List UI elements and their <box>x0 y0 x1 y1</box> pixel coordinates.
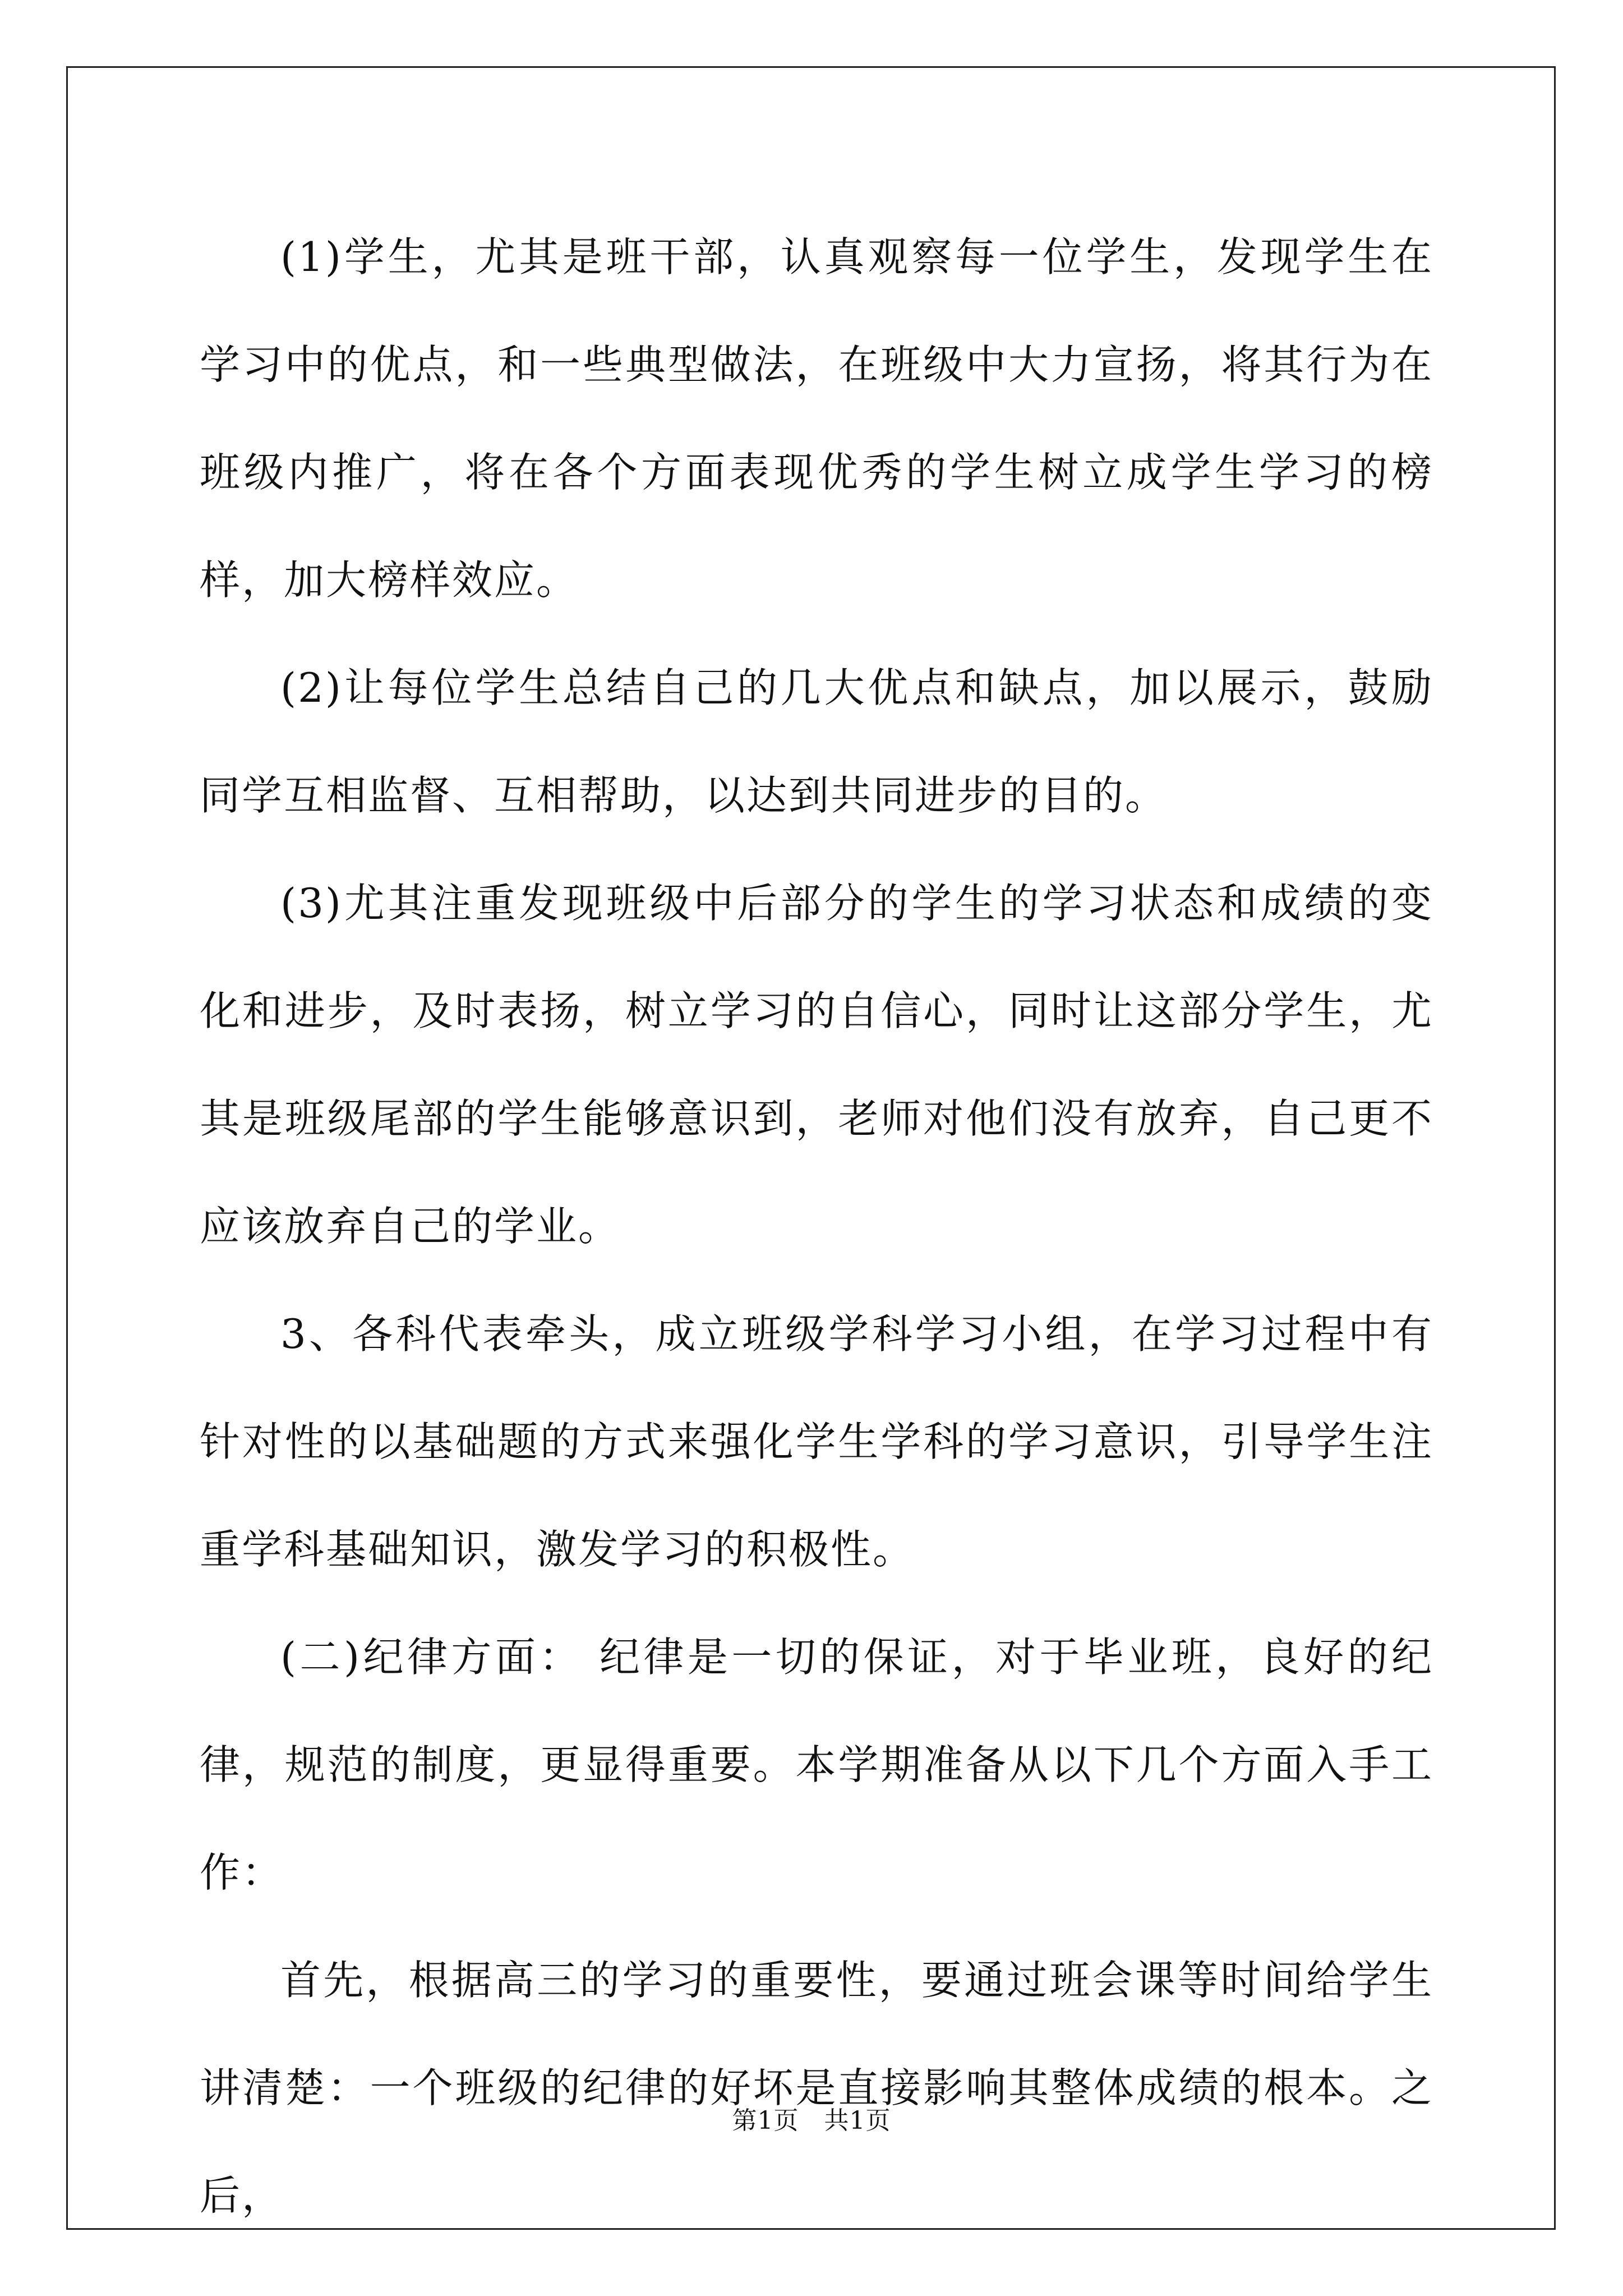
page-number-footer: 第1页 共1页 <box>732 2106 891 2135</box>
paragraph-6: 首先，根据高三的学习的重要性，要通过班会课等时间给学生讲清楚：一个班级的纪律的好坏是直接影响其整体成绩的根本。之后， <box>200 1957 1433 2219</box>
paragraph-2: (2)让每位学生总结自己的几大优点和缺点，加以展示，鼓励同学互相监督、互相帮助，以达到共同进步的目的。 <box>200 664 1433 819</box>
paragraph-4: 3、各科代表牵头，成立班级学科学习小组，在学习过程中有针对性的以基础题的方式来强化学生学科的学习意识，引导学生注重学科基础知识，激发学习的积极性。 <box>200 1310 1433 1573</box>
paragraph-3: (3)尤其注重发现班级中后部分的学生的学习状态和成绩的变化和进步，及时表扬，树立学习的自信心，同时让这部分学生，尤其是班级尾部的学生能够意识到，老师对他们没有放弃，自己更不应该放弃自己的学业。 <box>200 880 1433 1250</box>
paragraph-5: (二)纪律方面： 纪律是一切的保证，对于毕业班，良好的纪律，规范的制度，更显得重要。本学期准备从以下几个方面入手工作： <box>200 1634 1433 1896</box>
paragraph-1: (1)学生，尤其是班干部，认真观察每一位学生，发现学生在学习中的优点，和一些典型做法，在班级中大力宣扬，将其行为在班级内推广，将在各个方面表现优秀的学生树立成学生学习的榜样，加大榜样效应。 <box>200 233 1433 604</box>
document-body <box>200 203 1433 2249</box>
